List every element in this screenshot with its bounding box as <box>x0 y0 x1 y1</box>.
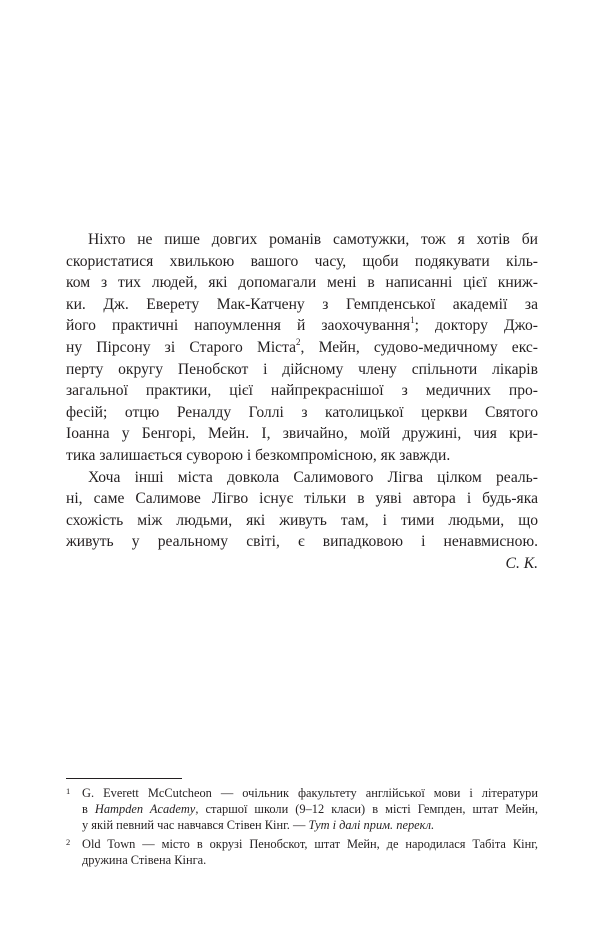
acknowledgements-text <box>66 229 538 575</box>
text-line: скористатися хвилькою вашого часу, щоби подякувати кіль- <box>66 252 538 270</box>
acknowledgements-paragraph <box>66 229 538 467</box>
text-line: живуть у реальному світі, є випадковою і ненавмисною. <box>66 533 538 551</box>
footnotes <box>66 785 538 871</box>
text-line: Іоанна у Бенгорі, Мейн. І, звичайно, моїй дружині, чия кри- <box>66 425 538 443</box>
text-line: загальної практики, цієї найпрекраснішої з медичних про- <box>66 382 538 400</box>
footnote-line <box>82 801 538 817</box>
text-line: фесій; отцю Реналду Голлі з католицької церкви Святого <box>66 403 538 421</box>
text-fragment: ну Пірсону зі Старого Міста <box>66 338 297 356</box>
author-signature: С. К. <box>505 554 538 572</box>
footnote-number: 2 <box>66 837 71 847</box>
text-fragment: Hampden Academy <box>94 802 196 816</box>
text-fragment: ; доктору Джо- <box>414 317 538 335</box>
text-fragment: в <box>82 802 95 816</box>
footnote-mark: 1 <box>410 315 415 326</box>
text-line <box>66 337 538 359</box>
disclaimer-paragraph <box>66 467 538 553</box>
text-line <box>66 315 538 337</box>
text-fragment: його практичні напоумлення й заохочування <box>66 317 411 335</box>
text-line: перту округу Пенобскот і дійсному члену спільноти лікарів <box>66 360 538 378</box>
text-line: ки. Дж. Еверету Мак-Катчену з Гемпденської академії за <box>66 295 538 313</box>
footnote-line: G. Everett McCutcheon — очільник факультету англійської мови і літератури <box>82 786 538 800</box>
footnote-number: 1 <box>66 786 71 796</box>
footnote-divider <box>66 778 182 779</box>
footnote-1 <box>66 785 538 833</box>
text-line: схожість між людьми, які живуть там, і тими людьми, що <box>66 511 538 529</box>
footnote-2 <box>66 836 538 868</box>
text-line: Хоча інші міста довкола Салимового Лігва цілком реаль- <box>88 468 538 486</box>
text-line: ні, саме Салимове Лігво існує тільки в уяві автора і будь-яка <box>66 490 538 508</box>
text-line: ком з тих людей, які допомагали мені в написанні цієї книж- <box>66 274 538 292</box>
text-line: тика залишається суворою і безкомпромісною, як завжди. <box>66 446 451 464</box>
footnote-line: Old Town — місто в окрузі Пенобскот, штат Мейн, де народилася Табіта Кінг, <box>82 837 538 851</box>
text-fragment: Тут і далі прим. перекл. <box>308 818 435 832</box>
footnote-line <box>82 817 538 833</box>
text-fragment: , старшої школи (9–12 класи) в місті Гемпден, штат Мейн, <box>195 802 539 816</box>
text-fragment: , Мейн, судово-медичному екс- <box>300 338 538 356</box>
footnote-line: дружина Стівена Кінга. <box>82 853 207 867</box>
text-line: Ніхто не пише довгих романів самотужки, тож я хотів би <box>88 231 538 248</box>
text-fragment: у якій певний час навчався Стівен Кінг. — <box>82 818 309 832</box>
footnote-mark: 2 <box>296 336 301 347</box>
